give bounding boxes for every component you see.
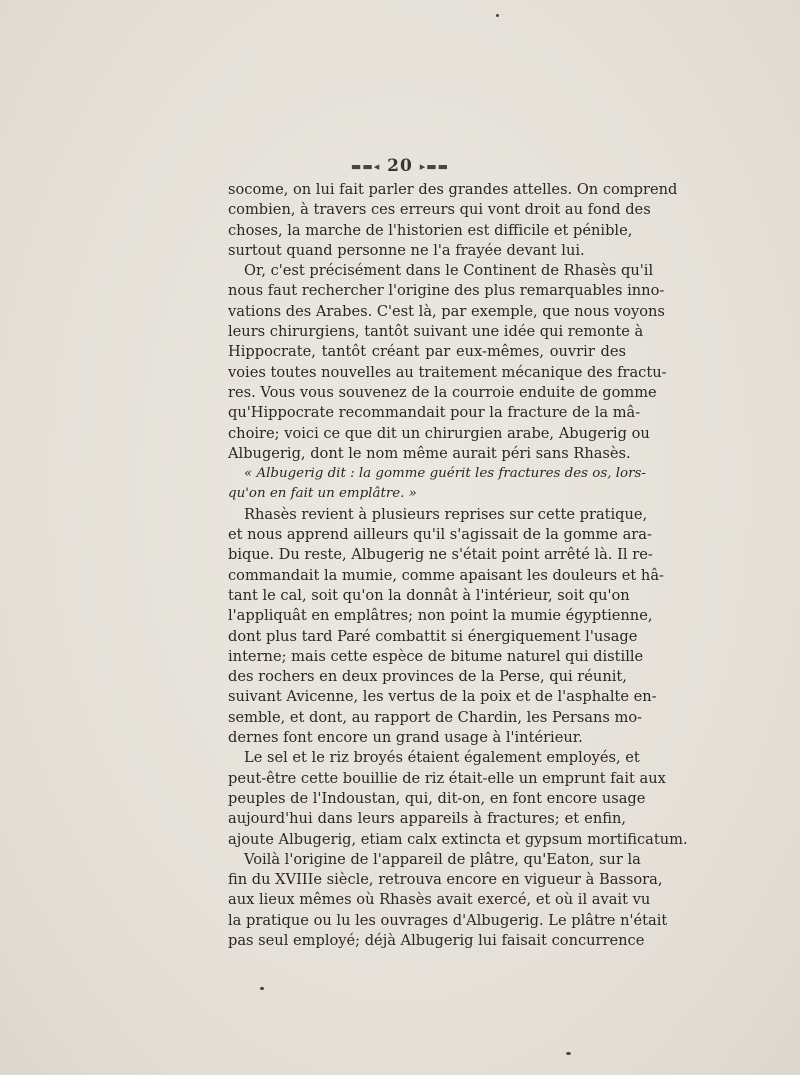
left-ornament-icon: ▬▬◂	[350, 160, 381, 173]
text-line: peuples de l'Indoustan, qui, dit-on, en font encore usage	[228, 789, 646, 807]
body-text	[228, 180, 688, 951]
text-line: bique. Du reste, Albugerig ne s'était point arrêté là. Il re-	[228, 546, 653, 564]
text-line: vations des Arabes. C'est là, par exemple, que nous voyons	[228, 302, 665, 320]
text-line: Hippocrate, tantôt créant par eux-mêmes, ouvrir des	[228, 343, 626, 361]
text-line: Le sel et le riz broyés étaient également employés, et	[244, 749, 640, 767]
text-line: choses, la marche de l'historien est difficile et pénible,	[228, 221, 633, 239]
text-line: nous faut rechercher l'origine des plus remarquables inno-	[228, 282, 665, 300]
page-header	[0, 156, 800, 176]
text-line: et nous apprend ailleurs qu'il s'agissait de la gomme ara-	[228, 526, 652, 544]
text-line: aux lieux mêmes où Rhasès avait exercé, et où il avait vu	[228, 891, 651, 909]
paper-speck	[566, 1052, 571, 1055]
text-line: Albugerig, dont le nom même aurait péri sans Rhasès.	[228, 444, 631, 462]
text-line: dernes font encore un grand usage à l'intérieur.	[228, 729, 583, 747]
text-line: fin du XVIIIe siècle, retrouva encore en vigueur à Bassora,	[228, 871, 663, 889]
text-line: des rochers en deux provinces de la Perse, qui réunit,	[228, 668, 627, 686]
text-line: aujourd'hui dans leurs appareils à fractures; et enfin,	[228, 810, 626, 828]
text-line: semble, et dont, au rapport de Chardin, les Persans mo-	[228, 708, 643, 726]
text-line: dont plus tard Paré combattit si énergiquement l'usage	[228, 627, 638, 645]
text-line: Rhasès revient à plusieurs reprises sur cette pratique,	[244, 505, 648, 523]
text-line: la pratique ou lu les ouvrages d'Albugerig. Le plâtre n'était	[228, 911, 668, 929]
text-line: peut-être cette bouillie de riz était-elle un emprunt fait aux	[228, 769, 666, 787]
paper-speck	[496, 14, 499, 17]
text-line: leurs chirurgiens, tantôt suivant une idée qui remonte à	[228, 323, 644, 341]
text-line: interne; mais cette espèce de bitume naturel qui distille	[228, 647, 644, 665]
text-line: Voilà l'origine de l'appareil de plâtre, qu'Eaton, sur la	[244, 850, 641, 868]
text-line: socome, on lui fait parler des grandes attelles. On comprend	[228, 181, 678, 198]
text-line: tant le cal, soit qu'on la donnât à l'intérieur, soit qu'on	[228, 586, 630, 604]
text-line: combien, à travers ces erreurs qui vont droit au fond des	[228, 201, 651, 219]
text-line: pas seul employé; déjà Albugerig lui faisait concurrence	[228, 931, 645, 949]
text-line: choire; voici ce que dit un chirurgien arabe, Abugerig ou	[228, 424, 650, 442]
text-line: l'appliquât en emplâtres; non point la mumie égyptienne,	[228, 607, 653, 625]
paper-speck	[260, 987, 264, 990]
text-line: Or, c'est précisément dans le Continent de Rhasès qu'il	[244, 262, 654, 280]
text-line: voies toutes nouvelles au traitement mécanique des fractu-	[228, 363, 667, 381]
text-line: suivant Avicenne, les vertus de la poix et de l'asphalte en-	[228, 688, 657, 706]
text-line: commandait la mumie, comme apaisant les douleurs et hâ-	[228, 566, 664, 584]
text-line: res. Vous vous souvenez de la courroie enduite de gomme	[228, 383, 657, 401]
page-number: 20	[387, 156, 413, 176]
quote-line: qu'on en fait un emplâtre. »	[228, 486, 417, 502]
text-line: surtout quand personne ne l'a frayée devant lui.	[228, 241, 585, 259]
right-ornament-icon: ▸▬▬	[419, 160, 450, 173]
quote-line: « Albugerig dit : la gomme guérit les fractures des os, lors-	[244, 466, 646, 482]
text-line: ajoute Albugerig, etiam calx extincta et gypsum mortificatum.	[228, 830, 688, 848]
text-line: qu'Hippocrate recommandait pour la fracture de la mâ-	[228, 404, 641, 422]
